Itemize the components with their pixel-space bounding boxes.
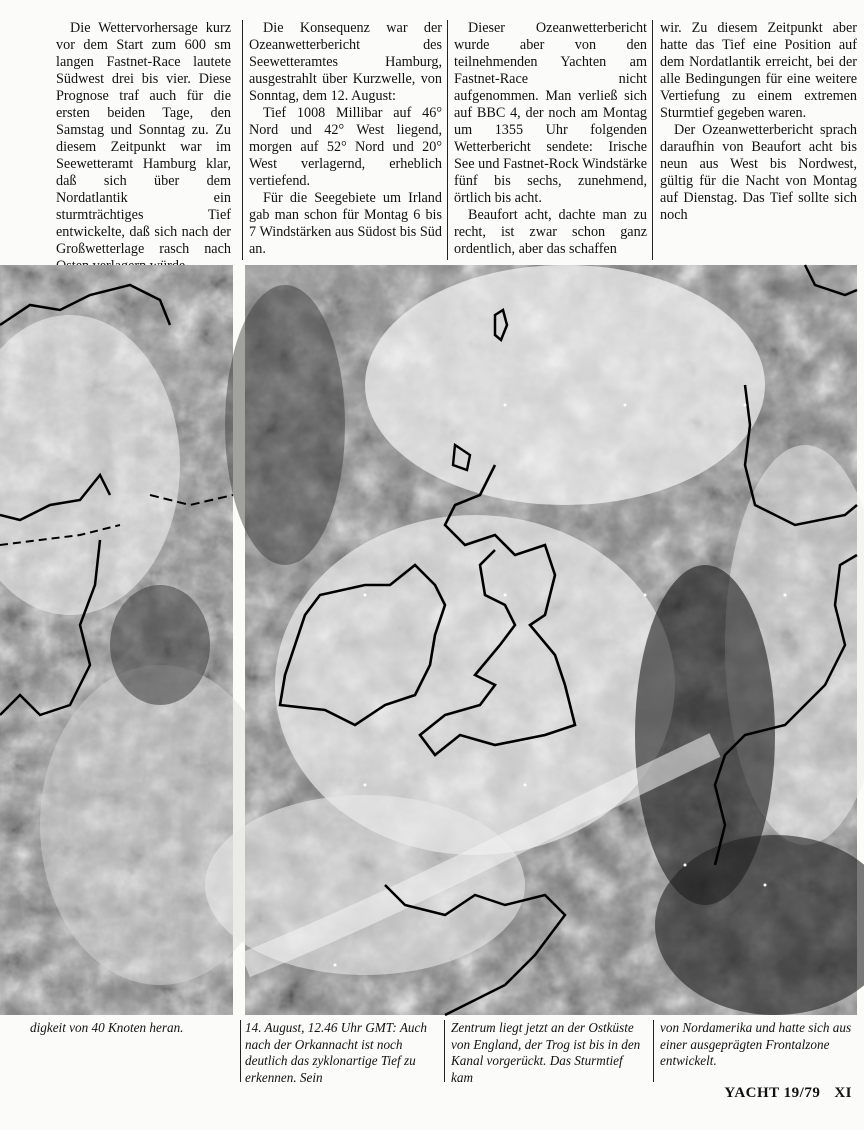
satellite-image-left	[0, 265, 233, 1015]
photo-caption-4	[660, 1020, 858, 1086]
satellite-photo-left	[0, 265, 233, 1015]
column-divider	[447, 20, 448, 260]
article-paragraph: Der Ozeanwetterbericht sprach daraufhin von Beaufort acht bis neun aus West bis Nordwest, gültig für die Nacht von Montag auf Dienstag. Das Tief sollte sich noch	[660, 122, 857, 223]
caption-text: 14. August, 12.46 Uhr GMT: Auch nach der Orkannacht ist noch deutlich das zyklonartige Tief zu erkennen. Sein	[245, 1020, 427, 1085]
column-divider	[652, 20, 653, 260]
photo-caption-2	[245, 1020, 441, 1086]
page-footer	[710, 1085, 852, 1102]
article-column-4	[660, 20, 857, 260]
article-paragraph: Die Konsequenz war der Ozeanwetterbericht des Seewetteramtes Hamburg, ausgestrahlt über Kurzwelle, von Sonntag, dem 12. August:	[249, 20, 442, 104]
caption-divider	[240, 1020, 241, 1082]
article-paragraph: wir. Zu diesem Zeitpunkt aber hatte das Tief eine Position auf dem Nordatlantik erreicht, bei der alle Bedingungen für eine weitere Vertiefung zu einem extremen Sturmtief gegeben waren.	[660, 20, 857, 121]
photo-caption-1	[30, 1020, 230, 1086]
satellite-photo-main	[245, 265, 857, 1015]
column-divider	[242, 20, 243, 260]
article-paragraph: Für die Seegebiete um Irland gab man schon für Montag 6 bis 7 Windstärken aus Südost bis Süd an.	[249, 190, 442, 257]
caption-text: Zentrum liegt jetzt an der Ostküste von England, der Trog ist bis in den Kanal vorgerückt. Das Sturmtief kam	[451, 1020, 641, 1085]
article-paragraph: Die Wettervorhersage kurz vor dem Start zum 600 sm langen Fastnet-Race lautete Südwest drei bis vier. Diese Prognose traf auch für die ersten beiden Tage, den Samstag und Sonntag zu. Zu diesem Zeitpunkt war im Seewetteramt Hamburg klar, daß sich über dem Nordatlantik ein sturmträchtiges Tief entwickelte, daß sich nach der Großwetterlage rasch nach	[56, 20, 231, 257]
caption-divider	[444, 1020, 445, 1082]
caption-text: digkeit von 40 Knoten heran.	[30, 1020, 184, 1035]
article-column-2	[249, 20, 442, 260]
caption-divider	[653, 1020, 654, 1082]
magazine-issue: YACHT 19/79	[724, 1085, 821, 1101]
article-column-3	[454, 20, 647, 260]
article-paragraph: Tief 1008 Millibar auf 46° Nord und 42° West liegend, morgen auf 52° Nord und 20° West verlagernd, erheblich vertiefend.	[249, 105, 442, 189]
caption-text: von Nordamerika und hatte sich aus einer ausgeprägten Frontalzone entwickelt.	[660, 1020, 852, 1068]
photo-caption-3	[451, 1020, 647, 1086]
article-paragraph: Dieser Ozeanwetterbericht wurde aber von den teilnehmenden Yachten am Fastnet-Race nicht aufgenommen. Man verließ sich auf BBC 4, der noch am Montag um 1355 Uhr folgenden Wetterbericht sendete: Irische See und Fastnet-Rock Windstärke fünf bis sechs, zunehmend, örtlich bis acht.	[454, 20, 647, 206]
article-paragraph: Beaufort acht, dachte man zu recht, ist zwar schon ganz ordentlich, aber das schaffen	[454, 207, 647, 257]
satellite-image-main	[245, 265, 857, 1015]
page-number: XI	[834, 1085, 852, 1101]
article-column-1	[56, 20, 231, 260]
